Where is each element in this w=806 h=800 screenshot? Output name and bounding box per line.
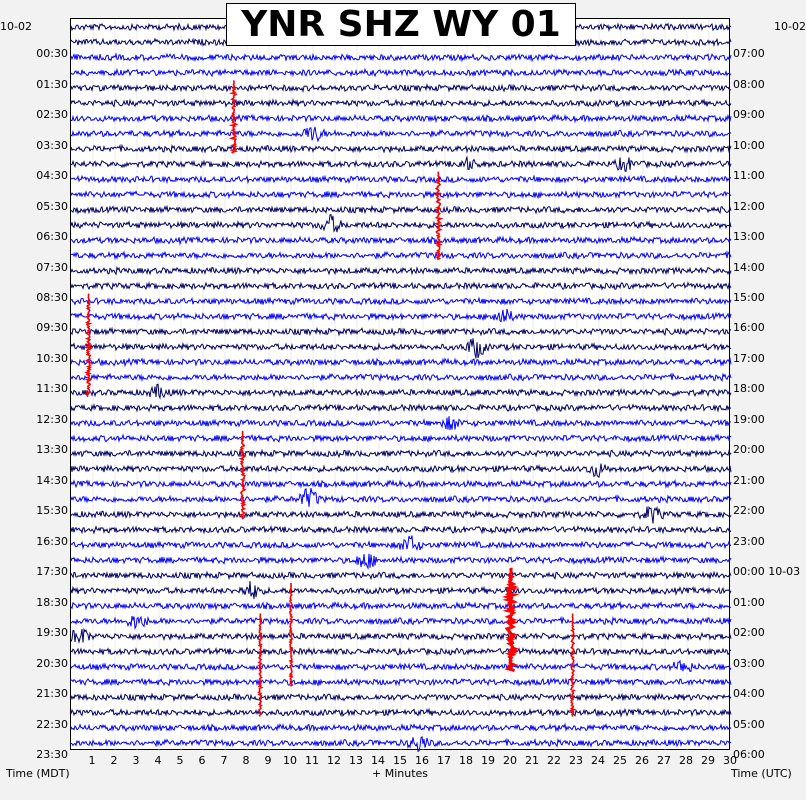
minute-tick-label: 20 — [503, 754, 517, 767]
chart-title: YNR SHZ WY 01 — [241, 4, 561, 45]
minute-tick-label: 26 — [635, 754, 649, 767]
minute-tick-label: 28 — [679, 754, 693, 767]
minute-tick-label: 5 — [176, 754, 184, 767]
left-tick-label: 15:30 — [36, 504, 68, 518]
event-pick — [259, 614, 262, 717]
minute-tick-label: 30 — [723, 754, 737, 767]
right-tick-label: 12:00 — [733, 199, 765, 213]
right-tick-label: 05:00 — [733, 717, 765, 731]
seismogram-plot — [70, 18, 730, 750]
left-tick-label: 20:30 — [36, 656, 68, 670]
right-date-label: 10-02 — [774, 20, 806, 33]
minute-tick-label: 27 — [657, 754, 671, 767]
right-tick-label: 17:00 — [733, 351, 765, 365]
minute-tick-label: 6 — [198, 754, 206, 767]
right-tick-label: 15:00 — [733, 290, 765, 304]
minute-tick-label: 24 — [591, 754, 605, 767]
right-tick-label: 07:00 — [733, 47, 765, 61]
minute-tick-label: 17 — [437, 754, 451, 767]
minute-tick-label: 16 — [415, 754, 429, 767]
left-tick-label: 22:30 — [36, 717, 68, 731]
left-tick-label: 00:30 — [36, 47, 68, 61]
event-pick — [87, 294, 91, 397]
right-tick-label: 20:00 — [733, 443, 765, 457]
minute-tick-label: 29 — [701, 754, 715, 767]
left-tick-label: 08:30 — [36, 290, 68, 304]
minute-tick-label: 3 — [132, 754, 140, 767]
event-pick — [241, 431, 245, 519]
right-tick-label: 10:00 — [733, 138, 765, 152]
minute-tick-label: 9 — [264, 754, 272, 767]
minute-tick-label: 21 — [525, 754, 539, 767]
minute-tick-label: 11 — [305, 754, 319, 767]
left-tick-label: 04:30 — [36, 169, 68, 183]
event-pick — [436, 172, 441, 260]
minute-tick-label: 4 — [154, 754, 162, 767]
left-tick-label: 02:30 — [36, 108, 68, 122]
left-tick-label: 06:30 — [36, 230, 68, 244]
minute-tick-label: 22 — [547, 754, 561, 767]
left-axis-title: Time (MDT) — [6, 767, 70, 780]
left-tick-label: 14:30 — [36, 473, 68, 487]
minute-tick-label: 7 — [220, 754, 228, 767]
minute-tick-label: 10 — [283, 754, 297, 767]
event-pick — [290, 583, 293, 686]
right-tick-label: 18:00 — [733, 382, 765, 396]
right-tick-label: 01:00 — [733, 595, 765, 609]
minute-tick-label: 12 — [327, 754, 341, 767]
minute-tick-label: 2 — [110, 754, 118, 767]
right-tick-label: 04:00 — [733, 687, 765, 701]
minute-tick-label: 13 — [349, 754, 363, 767]
right-tick-label: 21:00 — [733, 473, 765, 487]
left-tick-label: 05:30 — [36, 199, 68, 213]
right-tick-label: 08:00 — [733, 77, 765, 91]
minute-tick-label: 14 — [371, 754, 385, 767]
right-tick-label: 22:00 — [733, 504, 765, 518]
chart-title-box — [226, 3, 576, 46]
left-tick-label: 12:30 — [36, 412, 68, 426]
right-tick-label: 02:00 — [733, 626, 765, 640]
right-tick-label: 09:00 — [733, 108, 765, 122]
left-tick-label: 21:30 — [36, 687, 68, 701]
left-date-label: 10-02 — [0, 20, 32, 33]
right-tick-label: 16:00 — [733, 321, 765, 335]
left-tick-label: 18:30 — [36, 595, 68, 609]
right-axis-title: Time (UTC) — [731, 767, 792, 780]
left-tick-label: 09:30 — [36, 321, 68, 335]
minute-tick-label: 8 — [242, 754, 250, 767]
minute-tick-label: 18 — [459, 754, 473, 767]
minute-tick-label: 23 — [569, 754, 583, 767]
left-tick-label: 01:30 — [36, 77, 68, 91]
left-tick-label: 11:30 — [36, 382, 68, 396]
right-tick-label: 11:00 — [733, 169, 765, 183]
right-tick-label: 03:00 — [733, 656, 765, 670]
right-tick-label: 23:00 — [733, 534, 765, 548]
event-pick — [232, 80, 237, 153]
left-tick-label: 10:30 — [36, 351, 68, 365]
minute-tick-label: 19 — [481, 754, 495, 767]
right-tick-label: 00:00 10-03 — [733, 565, 801, 579]
right-tick-label: 19:00 — [733, 412, 765, 426]
right-tick-label: 13:00 — [733, 230, 765, 244]
minute-tick-label: 25 — [613, 754, 627, 767]
left-tick-label: 16:30 — [36, 534, 68, 548]
right-tick-label: 14:00 — [733, 260, 765, 274]
bottom-axis-title: + Minutes — [372, 767, 429, 780]
event-pick — [507, 568, 515, 671]
left-tick-label: 07:30 — [36, 260, 68, 274]
left-tick-label: 13:30 — [36, 443, 68, 457]
minute-tick-label: 1 — [88, 754, 96, 767]
left-tick-label: 23:30 — [36, 748, 68, 761]
seismogram-traces — [71, 19, 731, 751]
minute-tick-label: 15 — [393, 754, 407, 767]
right-tick-label: 06:00 — [733, 748, 765, 761]
left-tick-label: 17:30 — [36, 565, 68, 579]
left-tick-label: 03:30 — [36, 138, 68, 152]
left-tick-label: 19:30 — [36, 626, 68, 640]
